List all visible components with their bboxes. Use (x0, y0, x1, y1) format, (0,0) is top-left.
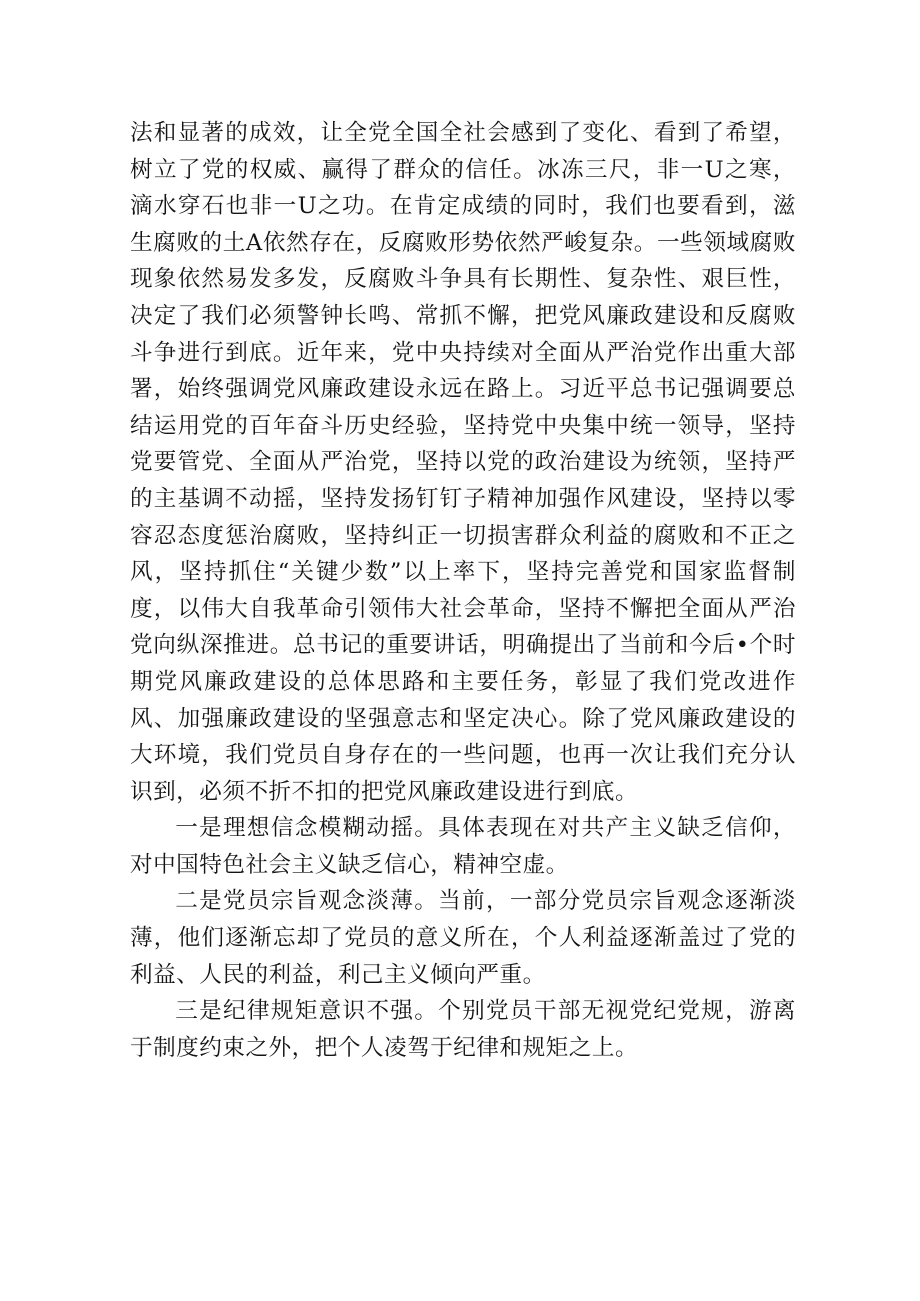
paragraph-point-two: 二是党员宗旨观念淡薄。当前，一部分党员宗旨观念逐渐淡薄，他们逐渐忘却了党员的意义所在，个人利益逐渐盖过了党的利益、人民的利益，利己主义倾向严重。 (130, 888, 796, 988)
paragraph-continuation: 法和显著的成效，让全党全国全社会感到了变化、看到了希望，树立了党的权威、赢得了群众的信任。冰冻三尺，非一U之寒，滴水穿石也非一U之功。在肯定成绩的同时，我们也要看到，滋生腐败的土A依然存在，反腐败形势依然严峻复杂。一些领域腐败现象依然易发多发，反腐败斗争具有长期性、复杂性、艰巨性，决定了我们必须警钟长鸣、常抓不懈，把党风廉政建设和反腐败斗争进行到底。近年来，党中央持续对全面从严治党作出重大部署，始终强调党风廉政建设永远在路上。习近平总书记强调要总结运用党的百年奋斗历史经验，坚持党中央集中统一领导，坚持党要管党、全面从严治党，坚持以党的政治建设为统领，坚持严的主基调不动摇，坚持发扬钉钉子精神加强作风建设，坚持以零容忍态度惩治腐败，坚持纠正一切损害群众利益的腐败和不正之风，坚持抓住“关键少数”以上率下，坚持完善党和国家监督制度，以伟大自我革命引领伟大社会革命，坚持不懈把全面从严治党向纵深推进。总书记的重要讲话，明确提出了当前和今后•个时期党风廉政建设的总体思路和主要任务，彰显了我们党改进作风、加强廉政建设的坚强意志和坚定决心。除了党风廉政建设的大环境，我们党员自身存在的一些问题，也再一次让我们充分认识到，必须不折不扣的把党风廉政建设进行到底。 (130, 120, 796, 805)
paragraph-point-one: 一是理想信念模糊动摇。具体表现在对共产主义缺乏信仰，对中国特色社会主义缺乏信心，精神空虚。 (130, 815, 796, 878)
document-body (130, 115, 796, 1066)
paragraph-point-three: 三是纪律规矩意识不强。个别党员干部无视党纪党规，游离于制度约束之外，把个人凌驾于纪律和规矩之上。 (130, 998, 796, 1061)
